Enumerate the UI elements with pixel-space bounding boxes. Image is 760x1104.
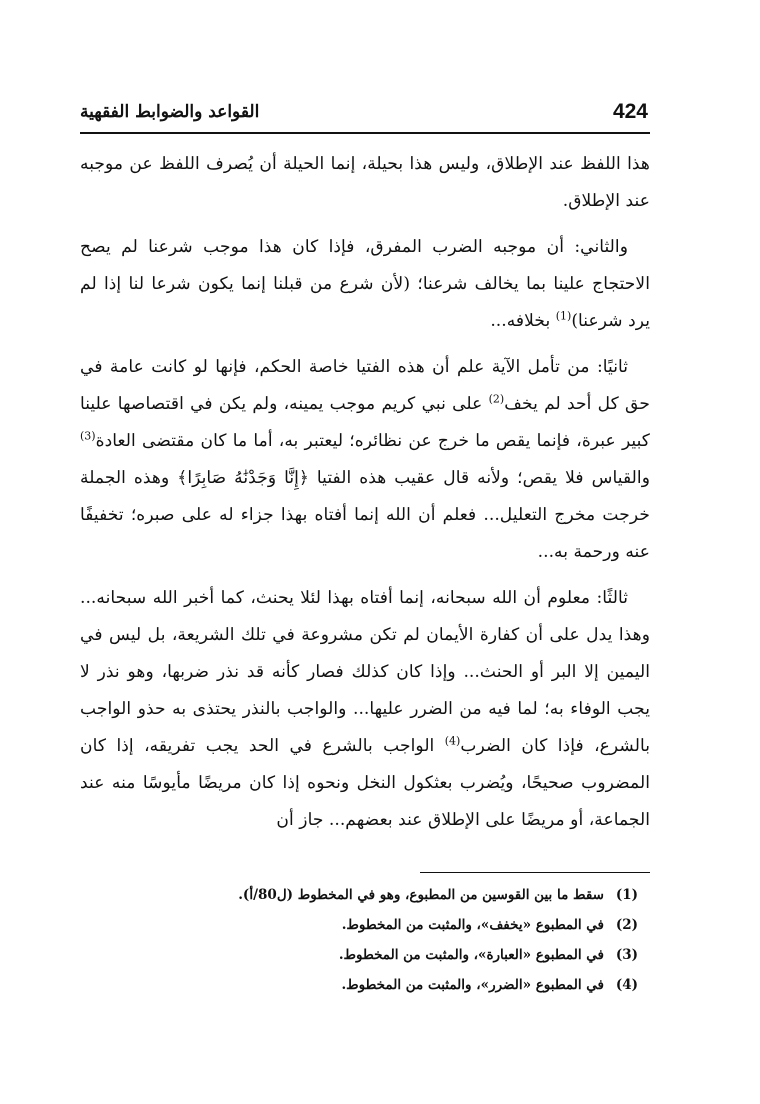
footnote-ref-4: (4) bbox=[444, 734, 461, 748]
footnote-separator bbox=[420, 872, 650, 873]
footnotes bbox=[80, 880, 650, 1000]
footnote bbox=[80, 970, 650, 1000]
main-text bbox=[80, 146, 650, 848]
quran-verse: ﴿إِنَّا وَجَدْنَٰهُ صَابِرًا﴾ bbox=[177, 468, 309, 488]
footnote-ref-1: (1) bbox=[555, 309, 572, 323]
paragraph-3-part-b: على نبي كريم موجب يمينه، ولم يكن في اقتصاصها علينا كبير عبرة، فإنما يقص ما خرج عن نظائره؛ ليعتبر به، أما ما كان مقتضى العادة bbox=[80, 394, 650, 451]
paragraph-4-part-b: الواجب بالشرع في الحد يجب تفريقه، إذا كان المضروب صحيحًا، ويُضرب بعثكول النخل ونحوه إذا كان مريضًا مأيوسًا منه عند الجماعة، أو مريضًا على الإطلاق عند بعضهم... جاز أن bbox=[80, 736, 650, 830]
footnote-text: في المطبوع «الضرر»، والمثبت من المخطوط. bbox=[341, 977, 604, 993]
paragraph-3-part-a: ثانيًا: من تأمل الآية علم أن هذه الفتيا خاصة الحكم، فإنها لو كانت عامة في حق كل أحد لم يخف bbox=[80, 357, 650, 414]
footnote-number: (2) bbox=[615, 917, 638, 933]
paragraph-2 bbox=[80, 229, 650, 340]
paragraph-4-part-a: ثالثًا: معلوم أن الله سبحانه، إنما أفتاه بهذا لئلا يحنث، كما أخبر الله سبحانه... وهذا يدل على أن كفارة الأيمان لم تكن مشروعة في تلك الشريعة، بل ليس في اليمين إلا البر أو الحنث... وإذا كان كذلك فصار كأنه قد نذر ضربها، وهو نذر لا يجب الوفاء به؛ لما فيه من الضرر عليها... والواجب بالنذر يحتذى به حذو الواجب بالشرع، فإذا كان الضرب bbox=[80, 588, 650, 756]
paragraph-2-text: والثاني: أن موجبه الضرب المفرق، فإذا كان هذا موجب شرعنا لم يصح الاحتجاج علينا بما يخالف شرعنا؛ (لأن شرع من قبلنا إنما يكون شرعا لنا إذا لم يرد شرعنا) bbox=[80, 237, 650, 331]
footnote-number: (3) bbox=[615, 947, 638, 963]
footnote-text: في المطبوع «العبارة»، والمثبت من المخطوط. bbox=[338, 947, 604, 963]
page-header bbox=[80, 98, 650, 134]
footnote bbox=[80, 910, 650, 940]
paragraph-2-tail: بخلافه... bbox=[490, 311, 556, 331]
paragraph-4 bbox=[80, 580, 650, 839]
footnote-number: (4) bbox=[615, 977, 638, 993]
running-title: القواعد والضوابط الفقهية bbox=[80, 102, 260, 122]
paragraph-3-part-c: والقياس فلا يقص؛ ولأنه قال عقيب هذه الفتيا bbox=[308, 468, 650, 488]
footnote bbox=[80, 880, 650, 910]
footnote-ref-3: (3) bbox=[80, 429, 96, 443]
paragraph-1: هذا اللفظ عند الإطلاق، وليس هذا بحيلة، إنما الحيلة أن يُصرف اللفظ عن موجبه عند الإطلاق. bbox=[80, 154, 650, 211]
footnote bbox=[80, 940, 650, 970]
footnote-text: سقط ما بين القوسين من المطبوع، وهو في المخطوط (ل80/أ). bbox=[238, 887, 604, 903]
paragraph-3 bbox=[80, 349, 650, 571]
page-number: 424 bbox=[612, 100, 648, 123]
paragraph-3-part-d: وهذه الجملة خرجت مخرج التعليل... فعلم أن الله إنما أفتاه بهذا جزاء له على صبره؛ تخفيفًا عنه ورحمة به... bbox=[80, 468, 650, 562]
footnote-ref-2: (2) bbox=[488, 392, 505, 406]
footnote-text: في المطبوع «يخفف»، والمثبت من المخطوط. bbox=[341, 917, 604, 933]
footnote-number: (1) bbox=[615, 887, 638, 903]
